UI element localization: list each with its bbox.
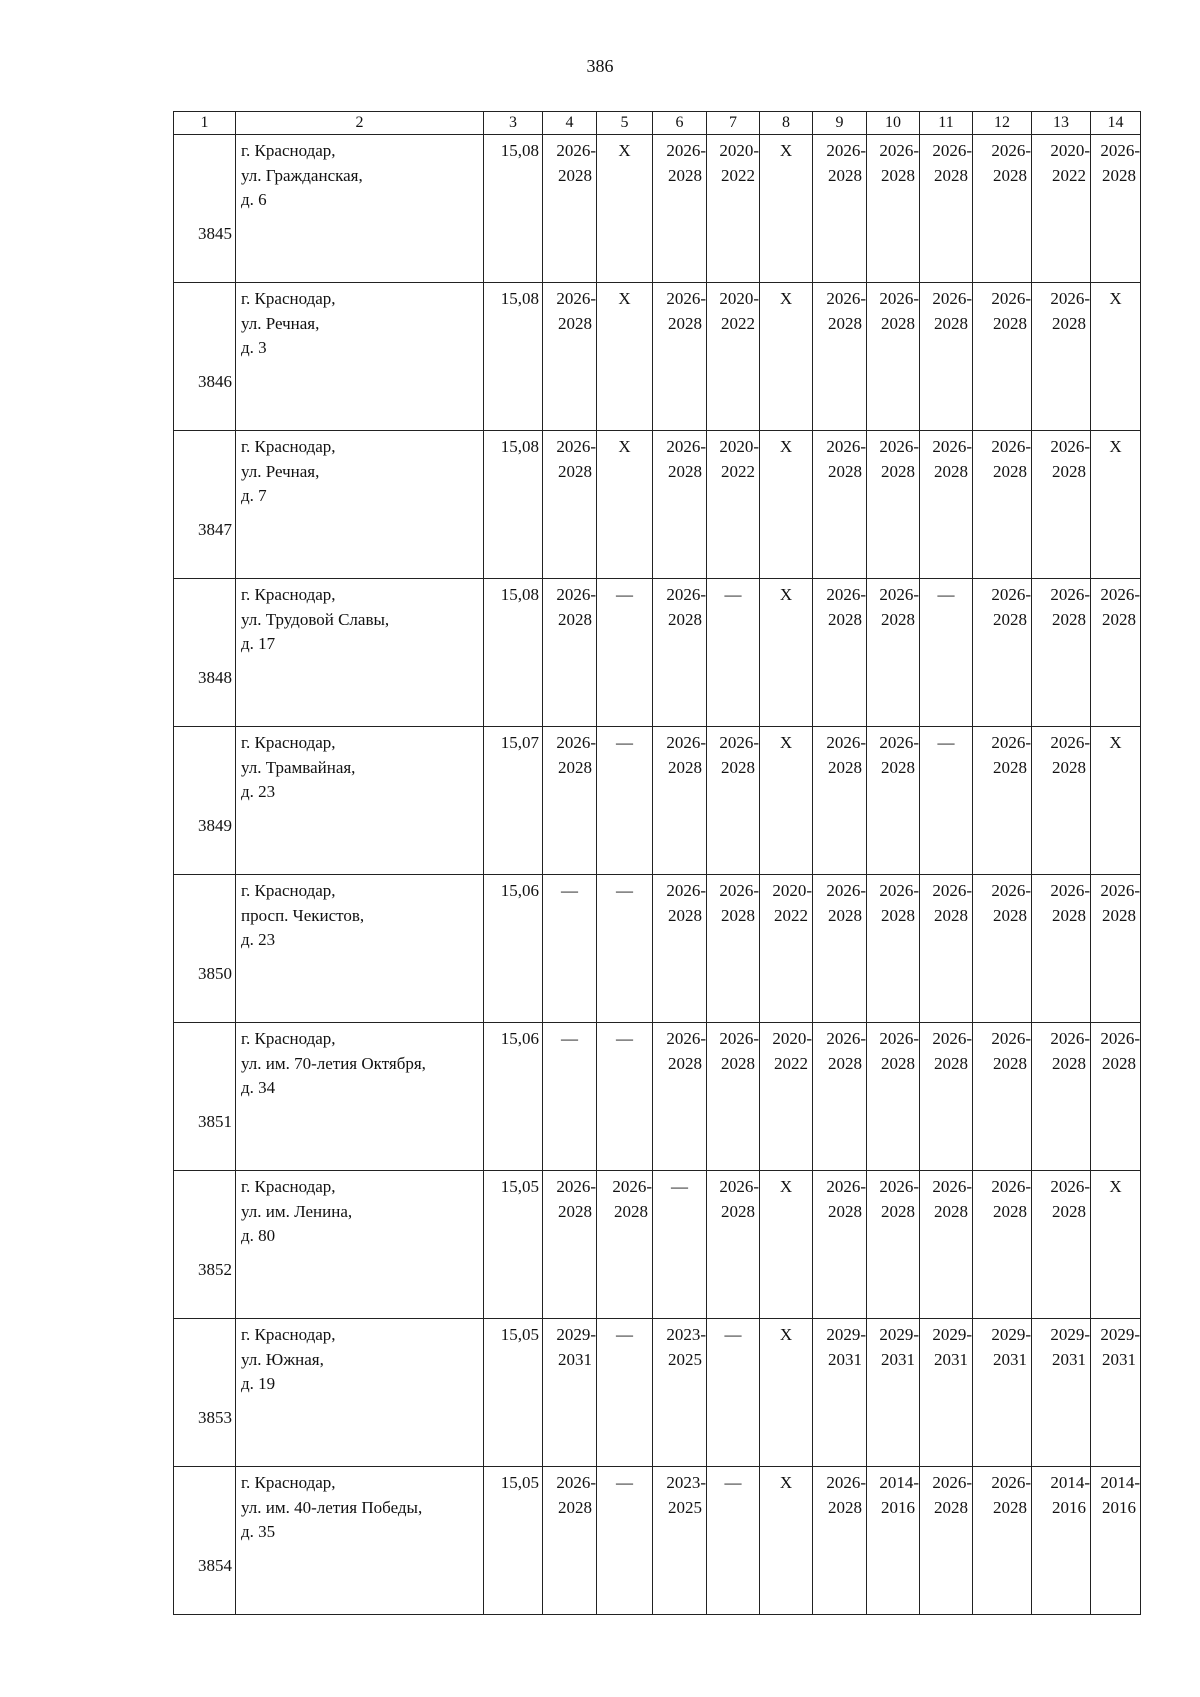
address-line: д. 7 (241, 486, 267, 505)
value-cell: 2026- 2028 (920, 135, 973, 283)
value-cell: X (597, 431, 653, 579)
value-cell: — (597, 579, 653, 727)
row-number: 3853 (198, 1407, 232, 1427)
value-cell: 2026- 2028 (653, 431, 707, 579)
value-cell: 2029- 2031 (867, 1319, 920, 1467)
table-row (174, 283, 1141, 431)
value-cell: — (707, 579, 760, 727)
value-cell: 2026- 2028 (973, 283, 1032, 431)
value-cell: 2026- 2028 (973, 1467, 1032, 1615)
value-cell: 2026- 2028 (920, 875, 973, 1023)
address-line: г. Краснодар, (241, 437, 336, 456)
value-cell: 2020- 2022 (707, 431, 760, 579)
row-number: 3846 (198, 371, 232, 391)
address-line: просп. Чекистов, (241, 905, 365, 925)
row-number-cell (174, 579, 236, 727)
value-cell: 2026- 2028 (543, 283, 597, 431)
address-cell (236, 1467, 484, 1615)
value-cell: 2026- 2028 (973, 875, 1032, 1023)
value-cell: 2026- 2028 (653, 579, 707, 727)
value-cell: 2026- 2028 (543, 727, 597, 875)
value-cell: — (707, 1319, 760, 1467)
header-row (174, 112, 1141, 135)
value-cell: 2026- 2028 (920, 283, 973, 431)
register-table (173, 111, 1141, 1615)
column-header: 13 (1032, 112, 1091, 135)
row-number: 3854 (198, 1555, 232, 1575)
value-cell: X (760, 1319, 813, 1467)
value-cell: X (760, 283, 813, 431)
value-cell: 2026- 2028 (920, 1023, 973, 1171)
address-cell (236, 875, 484, 1023)
value-cell: 2026- 2028 (867, 1171, 920, 1319)
table-row (174, 875, 1141, 1023)
address-line: д. 6 (241, 190, 267, 209)
value-cell: X (760, 431, 813, 579)
value-cell: — (597, 1467, 653, 1615)
column-header: 4 (543, 112, 597, 135)
value-cell: X (760, 135, 813, 283)
address-line: г. Краснодар, (241, 1325, 336, 1344)
value-cell: 2026- 2028 (1091, 1023, 1141, 1171)
value-cell: 2026- 2028 (543, 1467, 597, 1615)
value-cell: X (1091, 727, 1141, 875)
value-cell: 2026- 2028 (813, 579, 867, 727)
value-cell: — (543, 1023, 597, 1171)
value-cell: 2026- 2028 (1032, 579, 1091, 727)
table-row (174, 1467, 1141, 1615)
row-number-cell (174, 1023, 236, 1171)
row-number: 3851 (198, 1111, 232, 1131)
table-row (174, 1171, 1141, 1319)
value-cell: 2026- 2028 (867, 431, 920, 579)
value-cell: 2020- 2022 (707, 283, 760, 431)
row-number: 3849 (198, 815, 232, 835)
address-cell (236, 727, 484, 875)
address-line: ул. Речная, (241, 313, 320, 333)
value-cell: 2026- 2028 (1032, 1023, 1091, 1171)
value-cell: — (920, 579, 973, 727)
value-cell: 2029- 2031 (1091, 1319, 1141, 1467)
value-cell: 2026- 2028 (973, 1023, 1032, 1171)
row-number-cell (174, 283, 236, 431)
address-line: ул. Трудовой Славы, (241, 609, 390, 629)
rate-cell: 15,05 (484, 1171, 543, 1319)
value-cell: 2026- 2028 (653, 283, 707, 431)
value-cell: 2026- 2028 (543, 579, 597, 727)
table-row (174, 1023, 1141, 1171)
row-number-cell (174, 1171, 236, 1319)
address-line: д. 23 (241, 782, 276, 801)
address-cell (236, 431, 484, 579)
value-cell: X (1091, 431, 1141, 579)
address-line: ул. Трамвайная, (241, 757, 356, 777)
value-cell: X (597, 135, 653, 283)
address-line: д. 35 (241, 1522, 276, 1541)
column-header: 5 (597, 112, 653, 135)
value-cell: 2026- 2028 (813, 283, 867, 431)
address-line: ул. Южная, (241, 1349, 324, 1369)
value-cell: 2026- 2028 (813, 431, 867, 579)
value-cell: 2026- 2028 (1032, 727, 1091, 875)
rate-cell: 15,05 (484, 1467, 543, 1615)
row-number-cell (174, 875, 236, 1023)
rate-cell: 15,05 (484, 1319, 543, 1467)
address-cell (236, 135, 484, 283)
value-cell: 2023- 2025 (653, 1319, 707, 1467)
value-cell: — (597, 727, 653, 875)
value-cell: X (760, 727, 813, 875)
value-cell: 2026- 2028 (1032, 283, 1091, 431)
address-line: д. 23 (241, 930, 276, 949)
row-number-cell (174, 135, 236, 283)
address-line: д. 17 (241, 634, 276, 653)
value-cell: — (543, 875, 597, 1023)
value-cell: 2026- 2028 (867, 875, 920, 1023)
value-cell: 2014- 2016 (1032, 1467, 1091, 1615)
address-cell (236, 1171, 484, 1319)
row-number: 3852 (198, 1259, 232, 1279)
row-number-cell (174, 1319, 236, 1467)
value-cell: 2029- 2031 (543, 1319, 597, 1467)
value-cell: 2026- 2028 (1091, 579, 1141, 727)
value-cell: 2014- 2016 (867, 1467, 920, 1615)
address-line: г. Краснодар, (241, 881, 336, 900)
address-line: г. Краснодар, (241, 1473, 336, 1492)
value-cell: X (760, 1467, 813, 1615)
address-line: ул. Речная, (241, 461, 320, 481)
value-cell: 2026- 2028 (707, 1171, 760, 1319)
address-line: ул. им. Ленина, (241, 1201, 353, 1221)
value-cell: X (1091, 1171, 1141, 1319)
value-cell: 2026- 2028 (1032, 875, 1091, 1023)
row-number: 3845 (198, 223, 232, 243)
value-cell: — (597, 875, 653, 1023)
value-cell: 2026- 2028 (543, 1171, 597, 1319)
value-cell: — (597, 1023, 653, 1171)
row-number-cell (174, 1467, 236, 1615)
row-number-cell (174, 727, 236, 875)
address-line: д. 3 (241, 338, 267, 357)
address-line: г. Краснодар, (241, 289, 336, 308)
value-cell: 2026- 2028 (813, 1467, 867, 1615)
rate-cell: 15,06 (484, 875, 543, 1023)
address-cell (236, 283, 484, 431)
value-cell: 2026- 2028 (867, 1023, 920, 1171)
value-cell: 2026- 2028 (867, 135, 920, 283)
value-cell: 2026- 2028 (813, 1023, 867, 1171)
address-cell (236, 1319, 484, 1467)
address-line: д. 34 (241, 1078, 276, 1097)
value-cell: 2026- 2028 (653, 1023, 707, 1171)
value-cell: — (707, 1467, 760, 1615)
address-line: г. Краснодар, (241, 1029, 336, 1048)
table-row (174, 431, 1141, 579)
table-row (174, 727, 1141, 875)
value-cell: — (597, 1319, 653, 1467)
value-cell: 2026- 2028 (1032, 431, 1091, 579)
value-cell: X (760, 579, 813, 727)
value-cell: 2026- 2028 (707, 1023, 760, 1171)
column-header: 1 (174, 112, 236, 135)
value-cell: 2026- 2028 (653, 727, 707, 875)
value-cell: 2026- 2028 (867, 579, 920, 727)
rate-cell: 15,08 (484, 579, 543, 727)
value-cell: 2020- 2022 (760, 875, 813, 1023)
value-cell: 2026- 2028 (1091, 875, 1141, 1023)
row-number: 3848 (198, 667, 232, 687)
address-line: д. 80 (241, 1226, 276, 1245)
column-header: 10 (867, 112, 920, 135)
row-number-cell (174, 431, 236, 579)
address-line: ул. им. 70-летия Октября, (241, 1053, 426, 1073)
row-number: 3850 (198, 963, 232, 983)
address-line: г. Краснодар, (241, 733, 336, 752)
column-header: 14 (1091, 112, 1141, 135)
value-cell: — (920, 727, 973, 875)
page-number: 386 (586, 56, 614, 76)
value-cell: X (597, 283, 653, 431)
value-cell: 2026- 2028 (867, 727, 920, 875)
value-cell: 2026- 2028 (707, 727, 760, 875)
column-header: 3 (484, 112, 543, 135)
value-cell: 2026- 2028 (707, 875, 760, 1023)
value-cell: 2026- 2028 (920, 1171, 973, 1319)
table-body (174, 112, 1141, 1615)
value-cell: 2026- 2028 (653, 875, 707, 1023)
value-cell: X (1091, 283, 1141, 431)
column-header: 11 (920, 112, 973, 135)
value-cell: 2020- 2022 (760, 1023, 813, 1171)
address-line: г. Краснодар, (241, 585, 336, 604)
address-line: ул. им. 40-летия Победы, (241, 1497, 423, 1517)
value-cell: 2026- 2028 (813, 1171, 867, 1319)
value-cell: 2026- 2028 (973, 1171, 1032, 1319)
rate-cell: 15,06 (484, 1023, 543, 1171)
value-cell: 2026- 2028 (1032, 1171, 1091, 1319)
value-cell: 2029- 2031 (973, 1319, 1032, 1467)
column-header: 8 (760, 112, 813, 135)
address-cell (236, 579, 484, 727)
address-line: г. Краснодар, (241, 1177, 336, 1196)
value-cell: 2026- 2028 (867, 283, 920, 431)
address-line: д. 19 (241, 1374, 276, 1393)
table-row (174, 1319, 1141, 1467)
column-header: 7 (707, 112, 760, 135)
value-cell: 2026- 2028 (813, 135, 867, 283)
value-cell: 2026- 2028 (813, 727, 867, 875)
value-cell: 2026- 2028 (653, 135, 707, 283)
address-cell (236, 1023, 484, 1171)
column-header: 2 (236, 112, 484, 135)
value-cell: 2026- 2028 (1091, 135, 1141, 283)
value-cell: 2026- 2028 (813, 875, 867, 1023)
value-cell: 2026- 2028 (920, 431, 973, 579)
value-cell: 2026- 2028 (973, 727, 1032, 875)
rate-cell: 15,08 (484, 135, 543, 283)
value-cell: 2029- 2031 (813, 1319, 867, 1467)
value-cell: X (760, 1171, 813, 1319)
value-cell: 2026- 2028 (973, 431, 1032, 579)
value-cell: 2026- 2028 (973, 135, 1032, 283)
column-header: 12 (973, 112, 1032, 135)
value-cell: 2014- 2016 (1091, 1467, 1141, 1615)
rate-cell: 15,07 (484, 727, 543, 875)
value-cell: 2026- 2028 (973, 579, 1032, 727)
value-cell: 2026- 2028 (543, 135, 597, 283)
column-header: 9 (813, 112, 867, 135)
value-cell: 2020- 2022 (1032, 135, 1091, 283)
rate-cell: 15,08 (484, 431, 543, 579)
value-cell: 2029- 2031 (1032, 1319, 1091, 1467)
value-cell: 2020- 2022 (707, 135, 760, 283)
rate-cell: 15,08 (484, 283, 543, 431)
value-cell: 2026- 2028 (920, 1467, 973, 1615)
table-row (174, 135, 1141, 283)
table-row (174, 579, 1141, 727)
address-line: ул. Гражданская, (241, 165, 363, 185)
value-cell: 2029- 2031 (920, 1319, 973, 1467)
value-cell: 2026- 2028 (543, 431, 597, 579)
address-line: г. Краснодар, (241, 141, 336, 160)
row-number: 3847 (198, 519, 232, 539)
value-cell: 2023- 2025 (653, 1467, 707, 1615)
column-header: 6 (653, 112, 707, 135)
value-cell: 2026- 2028 (597, 1171, 653, 1319)
value-cell: — (653, 1171, 707, 1319)
